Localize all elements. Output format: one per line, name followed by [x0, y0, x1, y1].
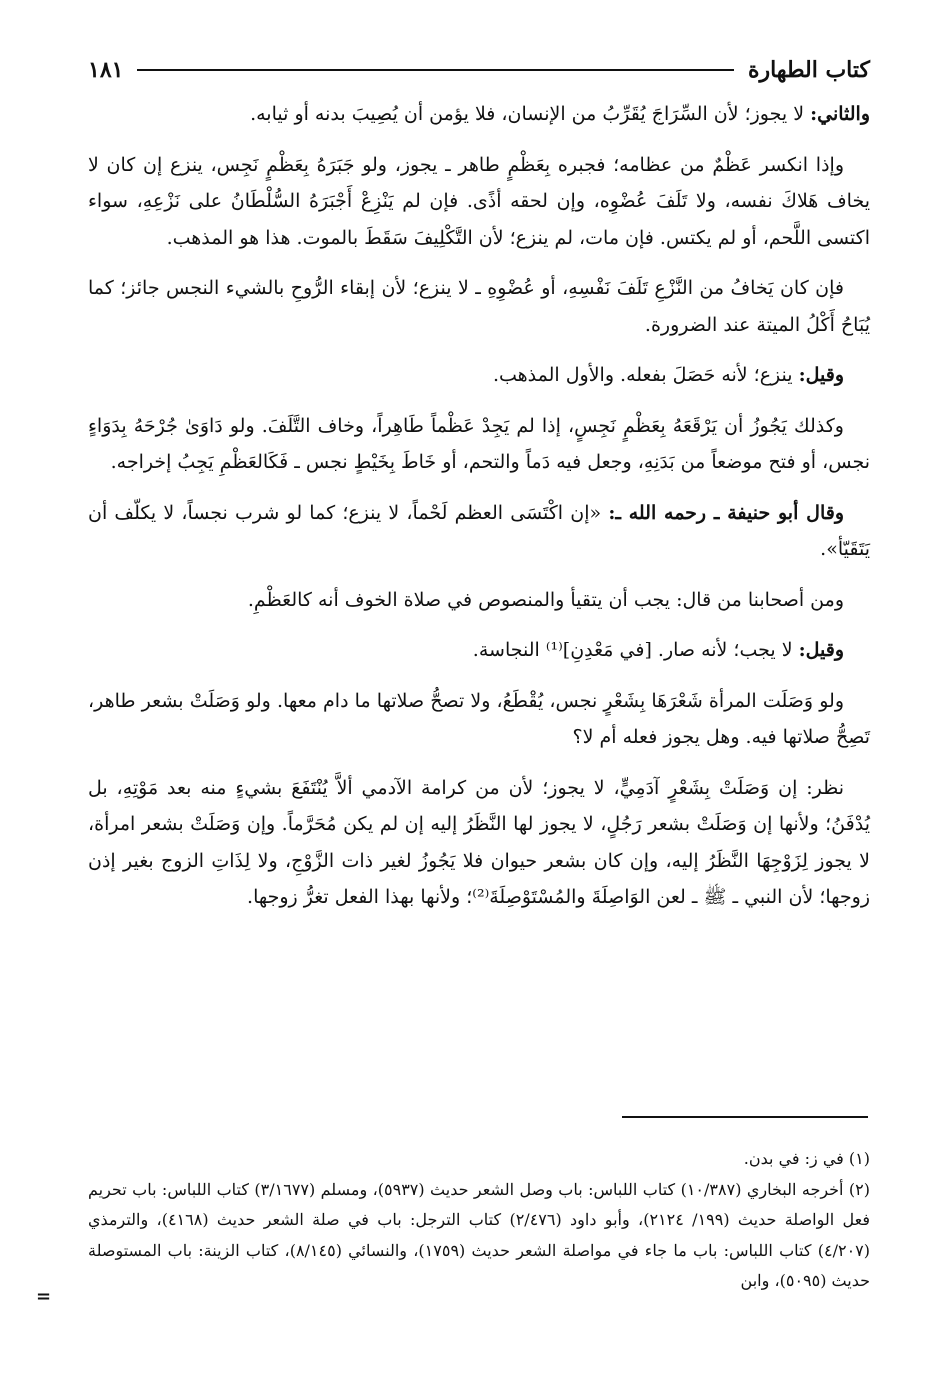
header-rule [137, 69, 734, 71]
footnote: (٢) أخرجه البخاري (١٠/٣٨٧) كتاب اللباس: باب وصل الشعر حديث (٥٩٣٧)، ومسلم (٣/١٦٧٧) كتاب اللباس: باب تحريم فعل الواصلة حديث (١٩٩/ ٢١٢٤)، وأبو داود (٢/٤٧٦) كتاب الترجل: باب في صلة الشعر حديث (٤١٦٨)، والترمذي (٤/٢٠٧) كتاب اللباس: باب ما جاء في مواصلة الشعر حديث (١٧٥٩)، والنسائي (٨/١٤٥)، كتاب الزينة: باب المستوصلة حديث (٥٠٩٥)، وابن [88, 1179, 871, 1290]
paragraph [88, 96, 870, 133]
paragraph [88, 770, 870, 916]
footnotes [88, 1144, 870, 1297]
paragraph-text: لا يجوز؛ لأن السِّرَاجَ يُقَرِّبُ من الإنسان، فلا يؤمن أن يُصِيبَ بدنه أو ثيابه. [250, 103, 811, 125]
paragraph [88, 408, 870, 481]
paragraph-text: لا يجب؛ لأنه صار. [في مَعْدِنِ]⁽¹⁾ النجاسة. [472, 639, 799, 661]
paragraph [88, 632, 870, 669]
paragraph-lead: والثاني: [810, 103, 870, 125]
paragraph [88, 357, 870, 394]
paragraph [88, 683, 870, 756]
paragraph-text: ومن أصحابنا من قال: يجب أن يتقيأ والمنصوص في صلاة الخوف أنه كالعَظْمِ. [247, 588, 844, 611]
paragraph-text: وإذا انكسر عَظْمٌ من عظامه؛ فجبره بِعَظْمٍ طاهر ـ يجوز، ولو جَبَرَهُ بِعَظْمٍ نَجِس، ينزع إن كان لا يخاف هَلاكَ نفسه، ولا تَلَفَ عُضْوِه، وإن لحقه أذًى. فإن لم يَنْزِعْ أَجْبَرَهُ السُّلْطَانُ على نَزْعِهِ، سواء اكتسى اللَّحم، أو لم يكتس. فإن مات، لم ينزع؛ لأن التَّكْلِيفَ سَقَطَ بالموت. هذا هو المذهب. [88, 153, 870, 249]
main-text [88, 96, 870, 930]
paragraph-text: نظر: إن وَصَلَتْ بِشَعْرٍ آدَمِيٍّ، لا يجوز؛ لأن من كرامة الآدمي ألاَّ يُنْتَفَعَ بشيءٍ منه بعد مَوْتِهِ، بل يُدْفَنُ؛ ولأنها إن وَصَلَتْ بشعر رَجُلٍ، لا يجوز لها النَّظَرُ إليه إن لم يكن مُحَرَّماً. وإن وَصَلَتْ بشعر امرأة، لا يجوز لِزَوْجِهَا النَّظَرُ إليه، وإن كان بشعر حيوان فلا يَجُوزُ لغير ذات الزَّوْجِ، ولا لِذَاتِ الزوج بغير إذن زوجها؛ لأن النبي ـ ﷺ ـ لعن الوَاصِلَةَ والمُسْتَوْصِلَةَ⁽²⁾؛ ولأنها بهذا الفعل تغرُّ زوجها. [88, 776, 870, 908]
paragraph-text: ولو وَصَلَت المرأة شَعْرَهَا بِشَعْرٍ نجس، يُقْطَعُ، ولا تصحُّ صلاتها ما دام معها. ولو وَصَلَتْ بشعر طاهر، تَصِحُّ صلاتها فيه. وهل يجوز فعله أم لا؟ [88, 689, 870, 748]
continuation-mark: = [36, 1286, 52, 1307]
footnote-divider [622, 1116, 868, 1118]
paragraph-lead: وقيل: [798, 364, 844, 386]
paragraph [88, 582, 870, 619]
paragraph-text: «إن اكْتَسَى العظم لَحْماً، لا ينزع؛ كما لو شرب نجساً، لا يكلّف أن يَتَقَيّأ». [88, 501, 870, 560]
chapter-title: كتاب الطهارة [747, 57, 870, 83]
paragraph-lead: وقيل: [798, 639, 844, 661]
footnote: (١) في ز: في بدن. [743, 1149, 870, 1168]
paragraph-text: ينزع؛ لأنه حَصَلَ بفعله. والأول المذهب. [492, 364, 799, 386]
paragraph-text: وكذلك يَجُوزُ أن يَرْقَعَهُ بِعَظْمٍ نَجِسٍ، إذا لم يَجِدْ عَظْماً طَاهِراً، وخاف التَّلَفَ. ولو دَاوَىٰ جُرْحَهُ بِدَوَاءٍ نجس، أو فتح موضعاً من بَدَنِهِ، وجعل فيه دَماً والتحم، أو خَاطَ بِخَيْطٍ نجس ـ فَكَالعَظْمِ يَجِبُ إخراجه. [88, 414, 870, 473]
paragraph-lead: وقال أبو حنيفة ـ رحمه الله ـ: [608, 501, 844, 524]
paragraph [88, 270, 870, 343]
paragraph-text: فإن كان يَخافُ من النَّزْعِ تَلَفَ نَفْسِهِ، أو عُضْوِهِ ـ لا ينزع؛ لأن إبقاء الرُّوحِ بالشيء النجس جائز؛ كما يُبَاحُ أَكْلُ الميتة عند الضرورة. [88, 277, 870, 336]
page-number: ١٨١ [88, 57, 124, 83]
page-header [88, 52, 870, 88]
paragraph [88, 147, 870, 257]
paragraph [88, 495, 870, 568]
